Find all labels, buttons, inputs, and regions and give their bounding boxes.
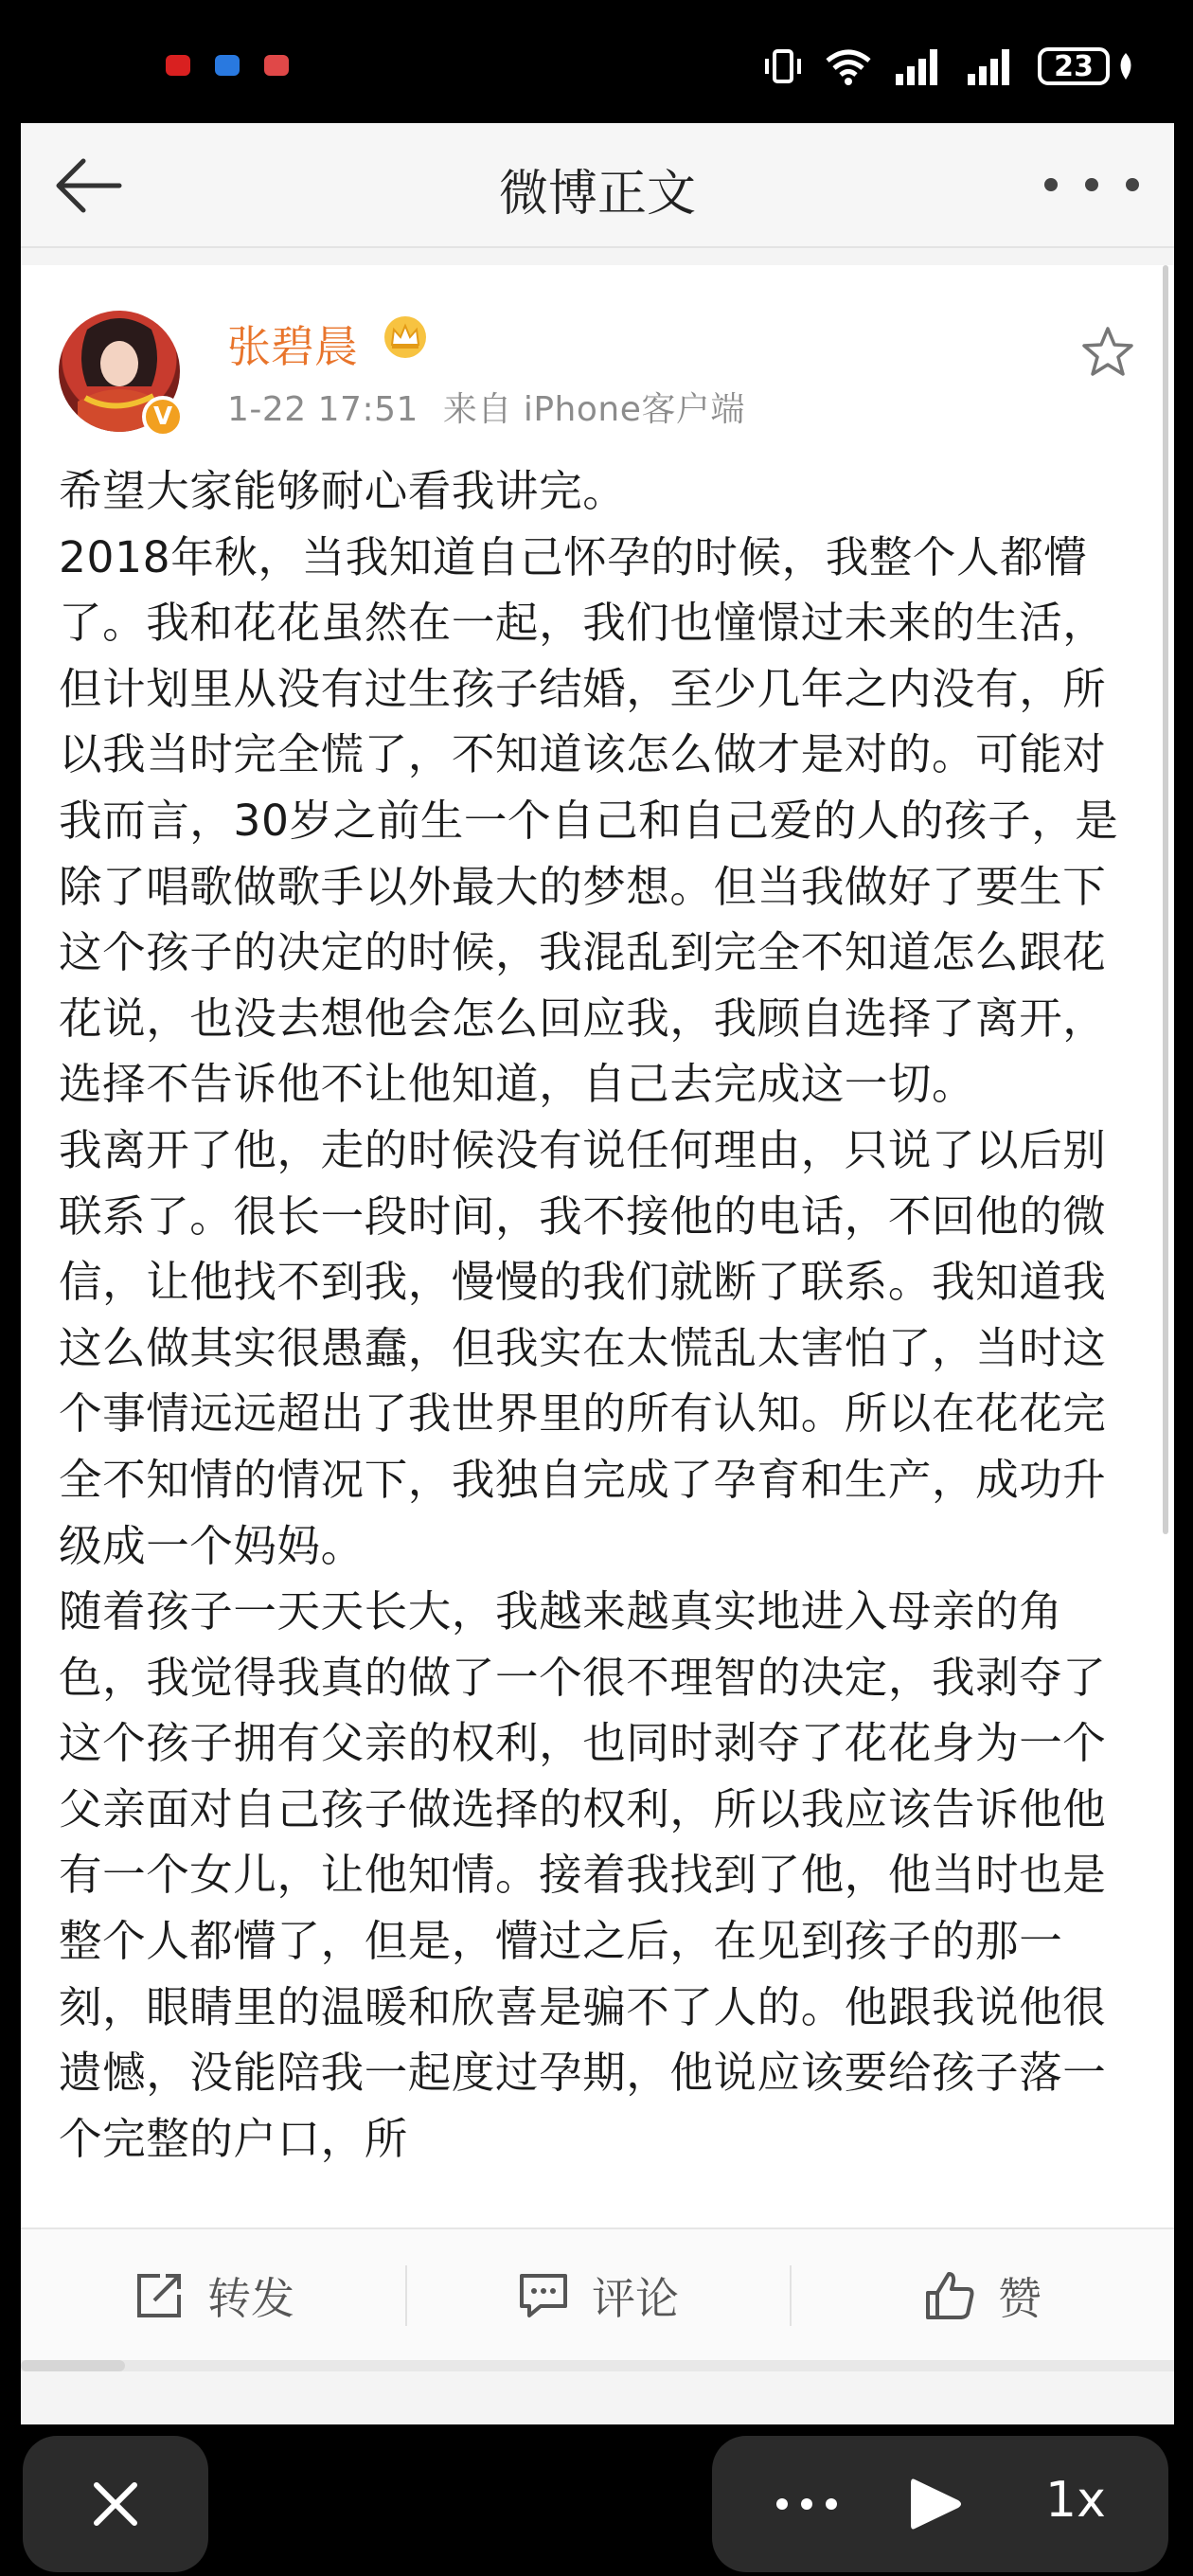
playback-controls (712, 2436, 1168, 2572)
more-horizontal-icon[interactable] (769, 2478, 845, 2531)
post-body: 希望大家能够耐心看我讲完。 2018年秋，当我知道自己怀孕的时候，我整个人都懵了。我和花花虽然在一起，我们也憧憬过未来的生活，但计划里从没有过生孩子结婚，至少几年之内没有，所以我当时完全慌了，不知道该怎么做才是对的。可能对我而言，30岁之前生一个自己和自己爱的人的孩子，是除了唱歌做歌手以外最大的梦想。但当我做好了要生下这个孩子的决定的时候，我混乱到完全不知道怎么跟花花说，也没去想他会怎么回应我，我顾自选择了离开，选择不告诉他不让他知道，自己去完成这一切。 我离开了他，走的时候没有说任何理由，只说了以后别联系了。很长一段时间，我不接他的电话，不回他的微信，让他找不到我，慢慢的我们就断了联系。我知道我这么做其实很愚蠢，但我实在太慌乱太害怕了，当时这个事情远远超出了我世界里的所有认知。所以在花花完全不知情的情况下，我独自完成了孕育和生产，成功升级成一个妈妈。 随着孩子一天天长大，我越来越真实地进入母亲的角色，我觉得我真的做了一个很不理智的决定，我剥夺了这个孩子拥有父亲的权利，也同时剥夺了花花身为一个父亲面对自己孩子做选择的权利，所以我应该告诉他他有一个女儿，让他知情。接着我找到了他，他当时也是整个人都懵了，但是，懵过之后，在见到孩子的那一刻，眼睛里的温暖和欣喜是骗不了人的。他跟我说他很遗憾，没能陪我一起度过孕期，他说应该要给孩子落一个完整的户口，所 (59, 466, 1119, 2164)
nav-bar (21, 123, 1174, 248)
notification-app-icon (264, 55, 289, 76)
reading-progress (21, 2360, 1174, 2371)
post-card (21, 265, 1174, 2349)
repost-icon (132, 2268, 187, 2323)
close-icon (87, 2476, 144, 2532)
repost-button[interactable] (21, 2229, 405, 2362)
notification-app-icon (166, 55, 190, 76)
reading-progress-fill (21, 2360, 125, 2371)
battery-level: 23 (1038, 47, 1110, 85)
notification-app-icon (215, 55, 240, 76)
wifi-icon (824, 45, 873, 87)
star-icon[interactable] (1079, 324, 1136, 381)
post-time: 1-22 17:51 (227, 390, 418, 429)
comment-label: 评论 (592, 2273, 679, 2324)
vibrate-icon (763, 45, 803, 87)
playback-speed[interactable]: 1x (1045, 2472, 1106, 2529)
battery-indicator (1038, 47, 1136, 85)
comment-icon (516, 2268, 571, 2323)
crown-vip-icon[interactable] (381, 314, 430, 360)
like-label: 赞 (998, 2273, 1042, 2324)
close-button[interactable] (23, 2436, 208, 2572)
thumbs-up-icon (922, 2268, 977, 2323)
weibo-app (21, 123, 1174, 2424)
more-horizontal-icon[interactable] (1030, 161, 1153, 208)
signal-icon (894, 45, 945, 87)
author-name[interactable]: 张碧晨 (227, 321, 358, 372)
scrollbar[interactable] (1163, 265, 1168, 1534)
verified-badge: V (142, 396, 184, 438)
action-bar (21, 2227, 1174, 2362)
status-bar (0, 0, 1193, 123)
page-title: 微博正文 (498, 166, 696, 223)
repost-label: 转发 (207, 2273, 294, 2324)
post-meta (227, 383, 770, 431)
notification-icons (166, 55, 289, 76)
leaf-icon (1115, 51, 1136, 81)
comment-button[interactable] (405, 2229, 790, 2362)
signal-icon (966, 45, 1017, 87)
like-button[interactable] (790, 2229, 1174, 2362)
post-source: 来自 iPhone客户端 (442, 390, 745, 429)
play-icon[interactable] (901, 2474, 968, 2534)
